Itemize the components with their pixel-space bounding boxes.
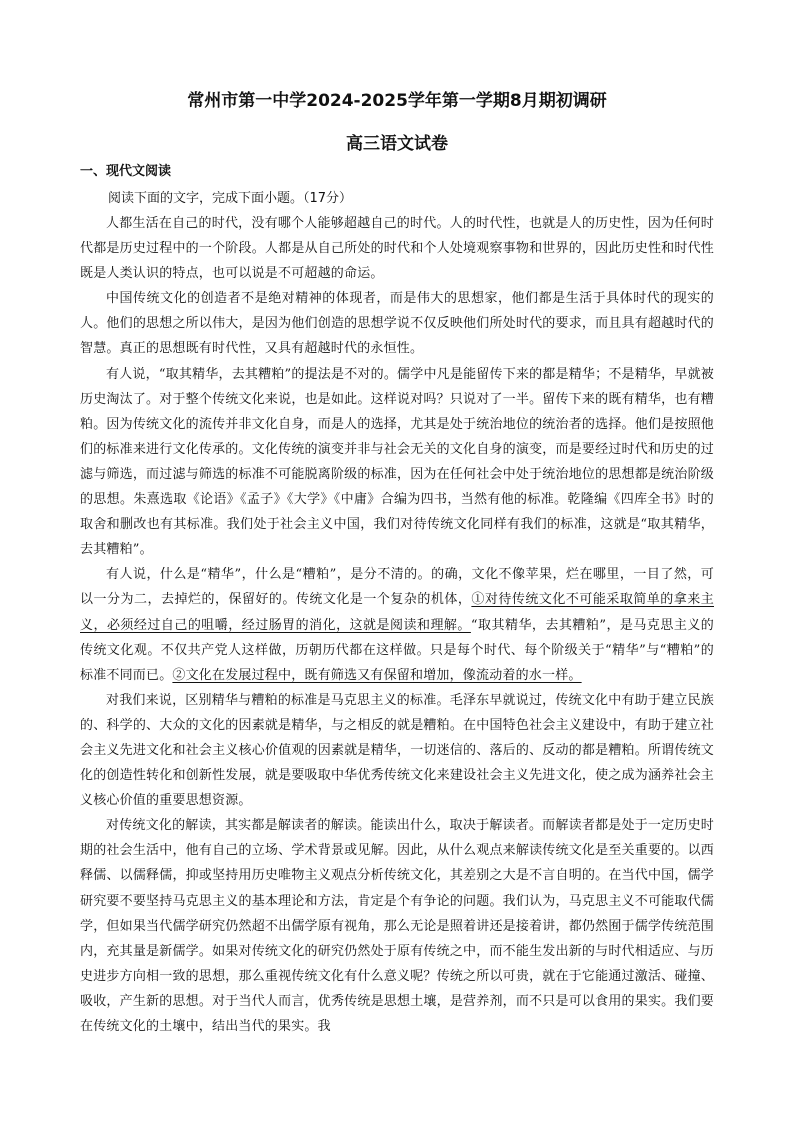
underlined-sentence-1: ①对待传统文化不可能采取简单的拿来主义，必须经过自己的咀嚼，经过肠胃的消化，这就是阅读和理解。 [80, 592, 714, 633]
passage-paragraph-3: 有人说，“取其精华，去其糟粕”的提法是不对的。儒学中凡是能留传下来的都是精华；不是精华，早就被历史淘汰了。对于整个传统文化来说，也是如此。这样说对吗？只说对了一半。留传下来的既有精华，也有糟粕。因为传统文化的流传并非文化自身，而是人的选择，尤其是处于统治地位的统治者的选择。他们是按照他们的标准来进行文化传承的。文化传统的演变并非与社会无关的文化自身的演变，而是要经过时代和历史的过滤与筛选，而过滤与筛选的标准不可能脱离阶级的标准，因为在任何社会中处于统治地位的思想都是统治阶级的思想。朱熹选取《论语》《孟子》《大学》《中庸》合编为四书，当然有他的标准。乾隆编《四库全书》时的取舍和删改也有其标准。我们处于社会主义中国，我们对待传统文化同样有我们的标准，这就是“取其精华，去其糟粕”。 [80, 366, 714, 558]
section-heading: 一、现代文阅读 [80, 164, 172, 179]
passage-paragraph-4 [80, 562, 714, 687]
passage-paragraph-6: 对传统文化的解读，其实都是解读者的解读。能读出什么，取决于解读者。而解读者都是处于一定历史时期的社会生活中，他有自己的立场、学术背景或见解。因此，从什么观点来解读传统文化是至关重要的。以西释儒、以儒释儒，抑或坚持用历史唯物主义观点分析传统文化，其差别之大是不言自明的。在当代中国，儒学研究要不要坚持马克思主义的基本理论和方法，肯定是个有争论的问题。我们认为，马克思主义不可能取代儒学，但如果当代儒学研究仍然超不出儒学原有视角，那么无论是照着讲还是接着讲，都仍然囿于儒学传统范围内，充其量是新儒学。如果对传统文化的研究仍然处于原有传统之中，而不能生发出新的与时代相适应、与历史进步方向相一致的思想，那么重视传统文化有什么意义呢？传统之所以可贵，就在于它能通过激活、碰撞、吸收，产生新的思想。对于当代人而言，优秀传统是思想土壤，是营养剂，而不只是可以食用的果实。我们要在传统文化的土壤中，结出当代的果实。我 [80, 818, 714, 1034]
underlined-sentence-2: ②文化在发展过程中，既有筛选又有保留和增加，像流动着的水一样。 [172, 667, 582, 683]
passage-paragraph-2: 中国传统文化的创造者不是绝对精神的体现者，而是伟大的思想家，他们都是生活于具体时代的现实的人。他们的思想之所以伟大，是因为他们创造的思想学说不仅反映他们所处时代的要求，而且具有超越时代的智慧。真正的思想既有时代性，又具有超越时代的永恒性。 [80, 291, 714, 357]
passage-paragraph-5: 对我们来说，区别精华与糟粕的标准是马克思主义的标准。毛泽东早就说过，传统文化中有助于建立民族的、科学的、大众的文化的因素就是精华，与之相反的就是糟粕。在中国特色社会主义建设中，有助于建立社会主义先进文化和社会主义核心价值观的因素就是精华，一切迷信的、落后的、反动的都是糟粕。所谓传统文化的创造性转化和创新性发展，就是要吸取中华优秀传统文化来建设社会主义先进文化，使之成为涵养社会主义核心价值的重要思想资源。 [80, 692, 714, 809]
reading-passage [80, 211, 714, 1039]
exam-title: 常州市第一中学2024-2025学年第一学期8月期初调研 [187, 91, 607, 111]
exam-subtitle: 高三语文试卷 [346, 134, 448, 154]
reading-instruction: 阅读下面的文字，完成下面小题。（17分） [108, 191, 353, 206]
passage-text: 有人说，什么是“精华”，什么是“糟粕”，是分不清的。的确，文化不像苹果，烂在哪里，一目了然，可以一分为二，去掉烂的，保留好的。传统文化是一个复杂的机体， [80, 567, 714, 608]
passage-paragraph-1: 人都生活在自己的时代，没有哪个人能够超越自己的时代。人的时代性，也就是人的历史性，因为任何时代都是历史过程中的一个阶段。人都是从自己所处的时代和个人处境观察事物和世界的，因此历史性和时代性既是人类认识的特点，也可以说是不可超越的命运。 [80, 216, 714, 282]
passage-text: “取其精华，去其糟粕”，是马克思主义的传统文化观。不仅共产党人这样做，历朝历代都在这样做。只是每个时代、每个阶级关于“精华”与“糟粕”的标准不同而已。 [80, 617, 714, 683]
